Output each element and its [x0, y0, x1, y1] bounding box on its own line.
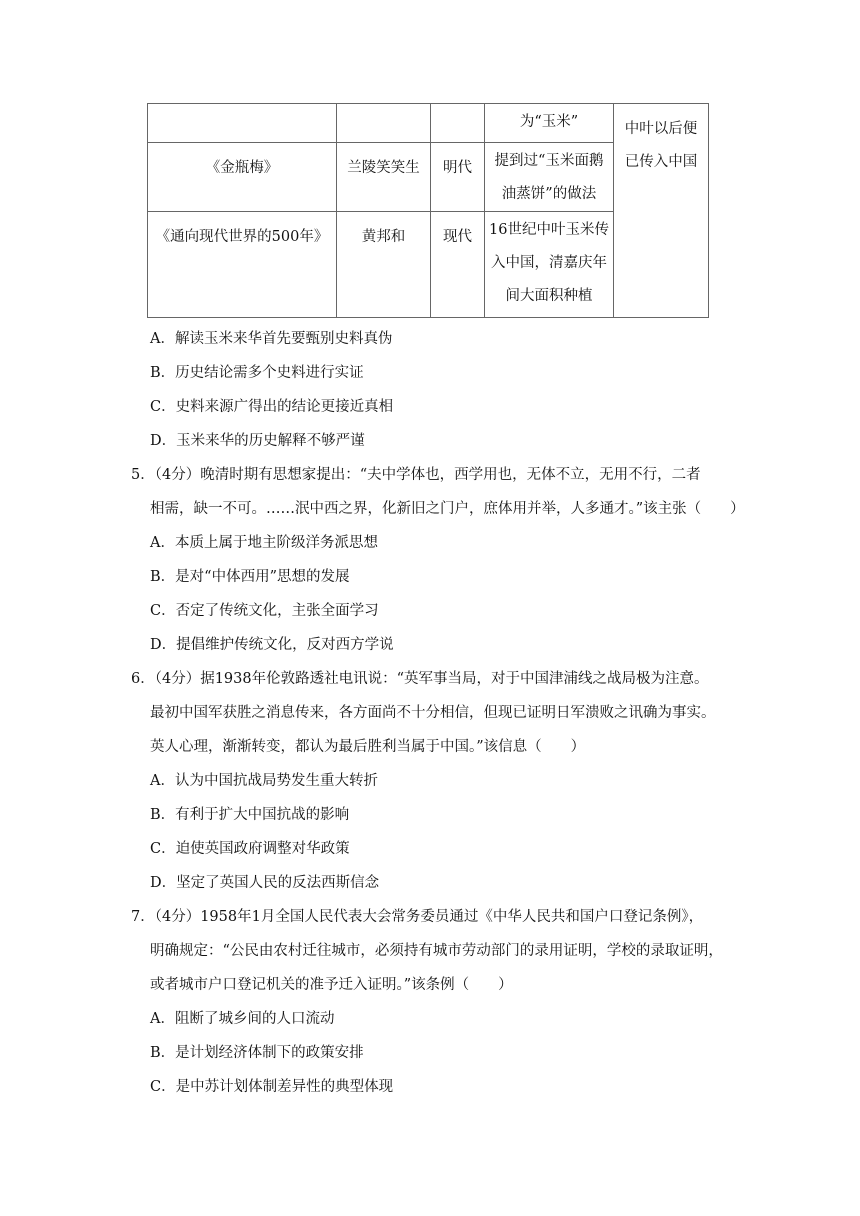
option-a: A．认为中国抗战局势发生重大转折 [150, 773, 378, 789]
table-cell-era [431, 104, 485, 143]
table-cell-era [431, 212, 485, 318]
cell-text [337, 104, 430, 113]
table-cell-era [431, 143, 485, 212]
question-stem: 6．（4分）据1938年伦敦路透社电讯说：“英军事当局，对于中国津浦线之战局极为注意。 [131, 671, 709, 687]
question-stem: 7．（4分）1958年1月全国人民代表大会常务委员通过《中华人民共和国户口登记条例》， [131, 909, 704, 925]
cell-text: 《金瓶梅》 [205, 160, 279, 176]
table-cell-content [485, 212, 614, 318]
table-cell-author [337, 143, 431, 212]
table-cell-content [485, 104, 614, 143]
option-c: C．是中苏计划体制差异性的典型体现 [150, 1079, 394, 1095]
question-stem: 最初中国军获胜之消息传来，各方面尚不十分相信，但现已证明日军溃败之讯确为事实。 [150, 705, 716, 721]
cell-text [148, 104, 336, 113]
option-c: C．迫使英国政府调整对华政策 [150, 841, 350, 857]
cell-text-line: 入中国，清嘉庆年 [491, 255, 607, 271]
cell-text-line: 提到过“玉米面鹅 [494, 153, 604, 169]
option-b: B．是计划经济体制下的政策安排 [150, 1045, 364, 1061]
table-cell-source [148, 104, 337, 143]
table-cell-conclusion [614, 104, 709, 318]
cell-text: 黄邦和 [361, 229, 406, 245]
table-cell-source [148, 143, 337, 212]
option-c: C．史料来源广得出的结论更接近真相 [150, 399, 394, 415]
option-a: A．解读玉米来华首先要甄别史料真伪 [150, 331, 393, 347]
option-b: B．有利于扩大中国抗战的影响 [150, 807, 350, 823]
cell-text [431, 104, 484, 113]
table-row [148, 104, 709, 143]
question-5 [131, 458, 745, 662]
cell-text-line: 油蒸饼”的做法 [501, 186, 597, 202]
table-cell-author [337, 104, 431, 143]
option-c: C．否定了传统文化，主张全面学习 [150, 603, 379, 619]
table-cell-author [337, 212, 431, 318]
cell-text: 《通向现代世界的500年》 [155, 229, 329, 245]
question-stem: 明确规定：“公民由农村迁往城市，必须持有城市劳动部门的录用证明，学校的录取证明， [150, 943, 723, 959]
cell-text-line: 16世纪中叶玉米传 [489, 222, 609, 238]
cell-text: 兰陵笑笑生 [347, 160, 420, 176]
cell-text-line: 间大面积种植 [505, 288, 593, 304]
cell-text-line: 已传入中国 [624, 154, 698, 170]
option-a: A．本质上属于地主阶级洋务派思想 [150, 535, 378, 551]
questions [131, 322, 745, 1104]
cell-text: 明代 [443, 160, 472, 176]
option-b: B．历史结论需多个史料进行实证 [150, 365, 364, 381]
table-cell-source [148, 212, 337, 318]
question-7 [131, 900, 731, 1104]
question-stem: 5．（4分）晚清时期有思想家提出：“夫中学体也，西学用也，无体不立，无用不行，二者 [131, 467, 701, 483]
option-d: D．玉米来华的历史解释不够严谨 [150, 433, 365, 449]
cell-text-line: 中叶以后便 [624, 121, 698, 137]
option-d: D．提倡维护传统文化，反对西方学说 [150, 637, 394, 653]
option-b: B．是对“中体西用”思想的发展 [150, 569, 350, 585]
option-a: A．阻断了城乡间的人口流动 [150, 1011, 335, 1027]
question-4-options [131, 322, 731, 458]
question-stem: 或者城市户口登记机关的准予迁入证明。”该条例（ ） [150, 977, 513, 993]
source-table-grid [147, 103, 709, 318]
option-d: D．坚定了英国人民的反法西斯信念 [150, 875, 380, 891]
question-stem: 相需，缺一不可。……泯中西之界，化新旧之门户，庶体用并举，人多通才。”该主张（ ） [150, 501, 745, 517]
cell-text-line: 为“玉米” [519, 114, 579, 130]
table-cell-content [485, 143, 614, 212]
question-6 [131, 662, 731, 900]
source-table [147, 103, 709, 318]
question-stem: 英人心理，渐渐转变，都认为最后胜利当属于中国。”该信息（ ） [150, 739, 586, 755]
cell-text: 现代 [443, 229, 472, 245]
